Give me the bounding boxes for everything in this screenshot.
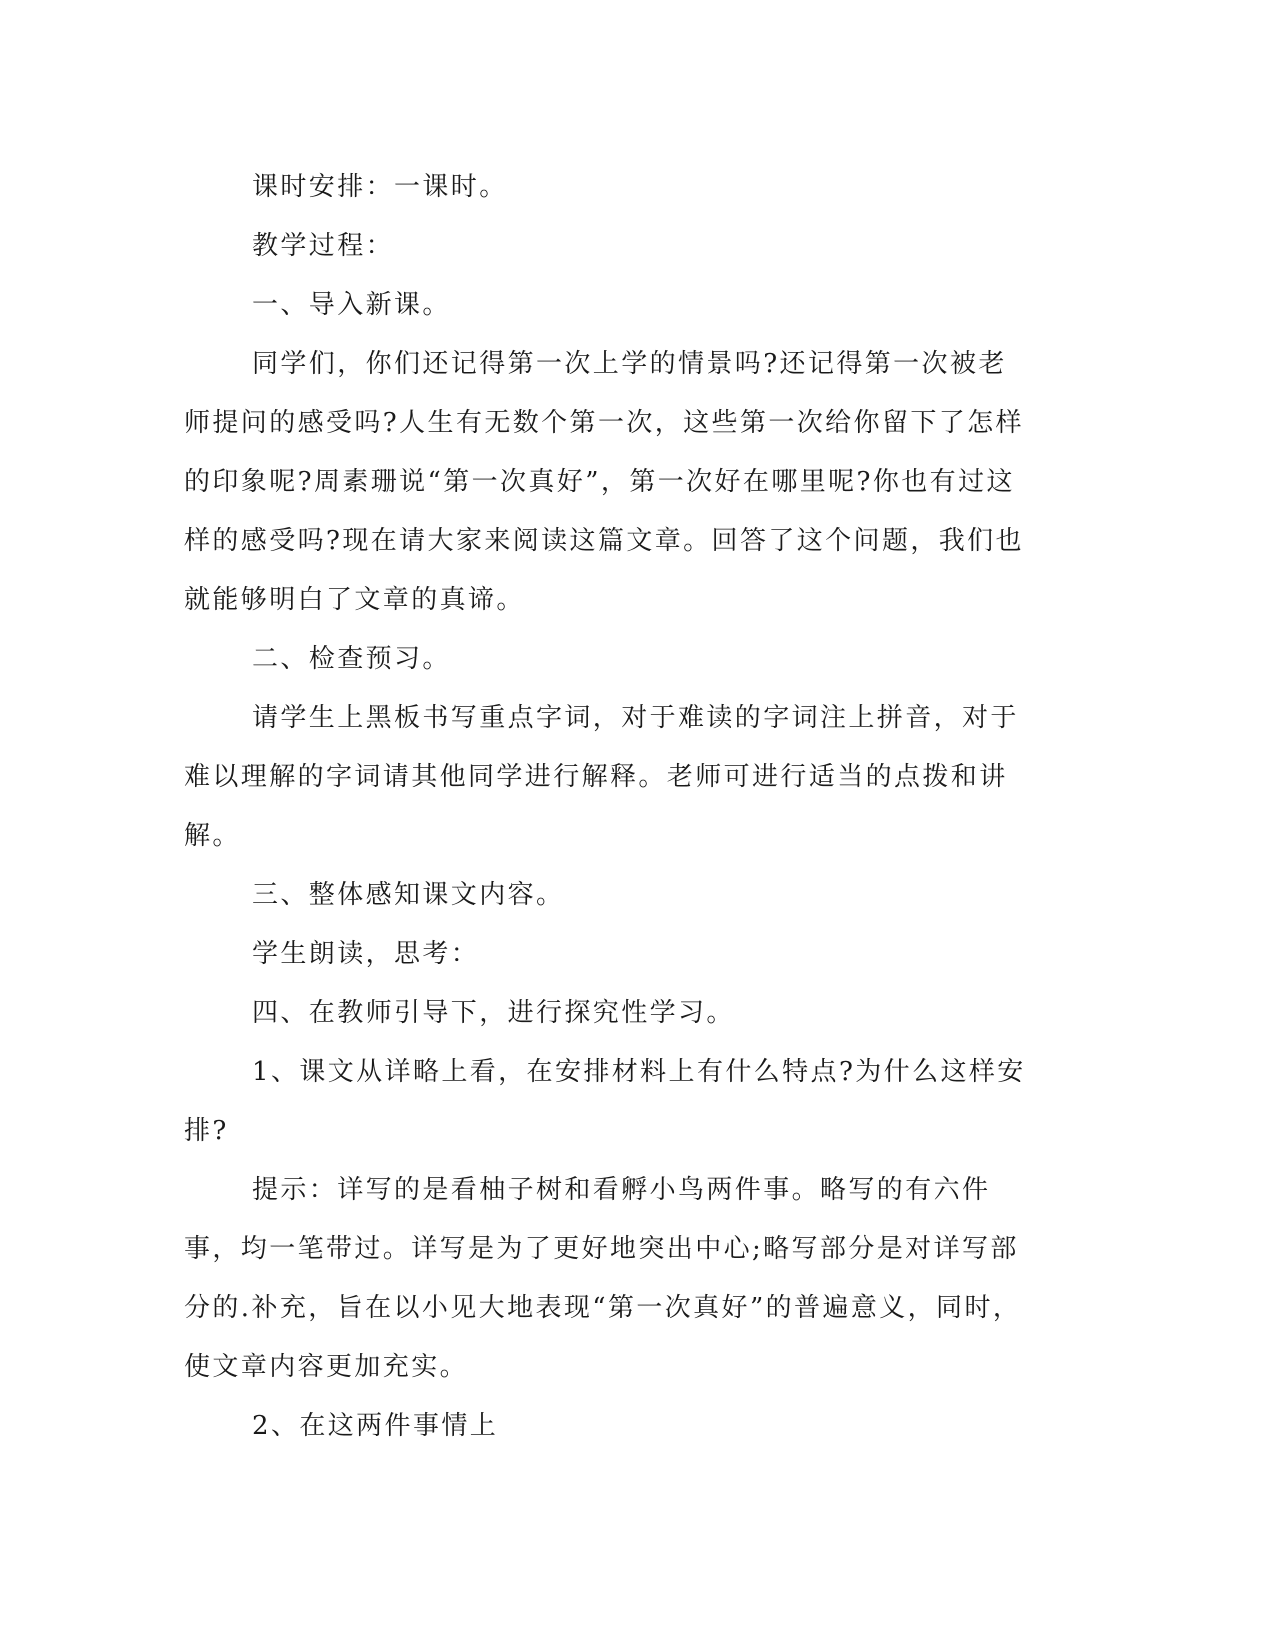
paragraph-question-1: 1、课文从详略上看，在安排材料上有什么特点?为什么这样安排? [184,1057,1026,1146]
paragraph-section-1-heading: 一、导入新课。 [252,290,451,320]
paragraph-intro-text: 同学们，你们还记得第一次上学的情景吗?还记得第一次被老师提问的感受吗?人生有无数个第一次，这些第一次给你留下了怎样的印象呢?周素珊说“第一次真好”，第一次好在哪里呢?你也有过这样的感受吗?现在请大家来阅读这篇文章。回答了这个问题，我们也就能够明白了文章的真谛。 [184,349,1024,615]
paragraph-section-2-heading: 二、检查预习。 [252,644,451,674]
paragraph-preview-text: 请学生上黑板书写重点字词，对于难读的字词注上拼音，对于难以理解的字词请其他同学进行解释。老师可进行适当的点拨和讲解。 [184,703,1019,851]
paragraph-section-4-heading: 四、在教师引导下，进行探究性学习。 [252,998,735,1028]
paragraph-section-3-heading: 三、整体感知课文内容。 [252,880,565,910]
paragraph-question-2: 2、在这两件事情上 [252,1411,499,1441]
paragraph-hint-text: 提示：详写的是看柚子树和看孵小鸟两件事。略写的有六件事，均一笔带过。详写是为了更好地突出中心;略写部分是对详写部分的.补充，旨在以小见大地表现“第一次真好”的普遍意义，同时，使文章内容更加充实。 [184,1175,1022,1382]
paragraph-schedule: 课时安排：一课时。 [252,172,508,202]
paragraph-reading-text: 学生朗读，思考： [252,939,480,969]
paragraph-process-heading: 教学过程： [252,231,395,261]
document-body [184,158,1034,1456]
